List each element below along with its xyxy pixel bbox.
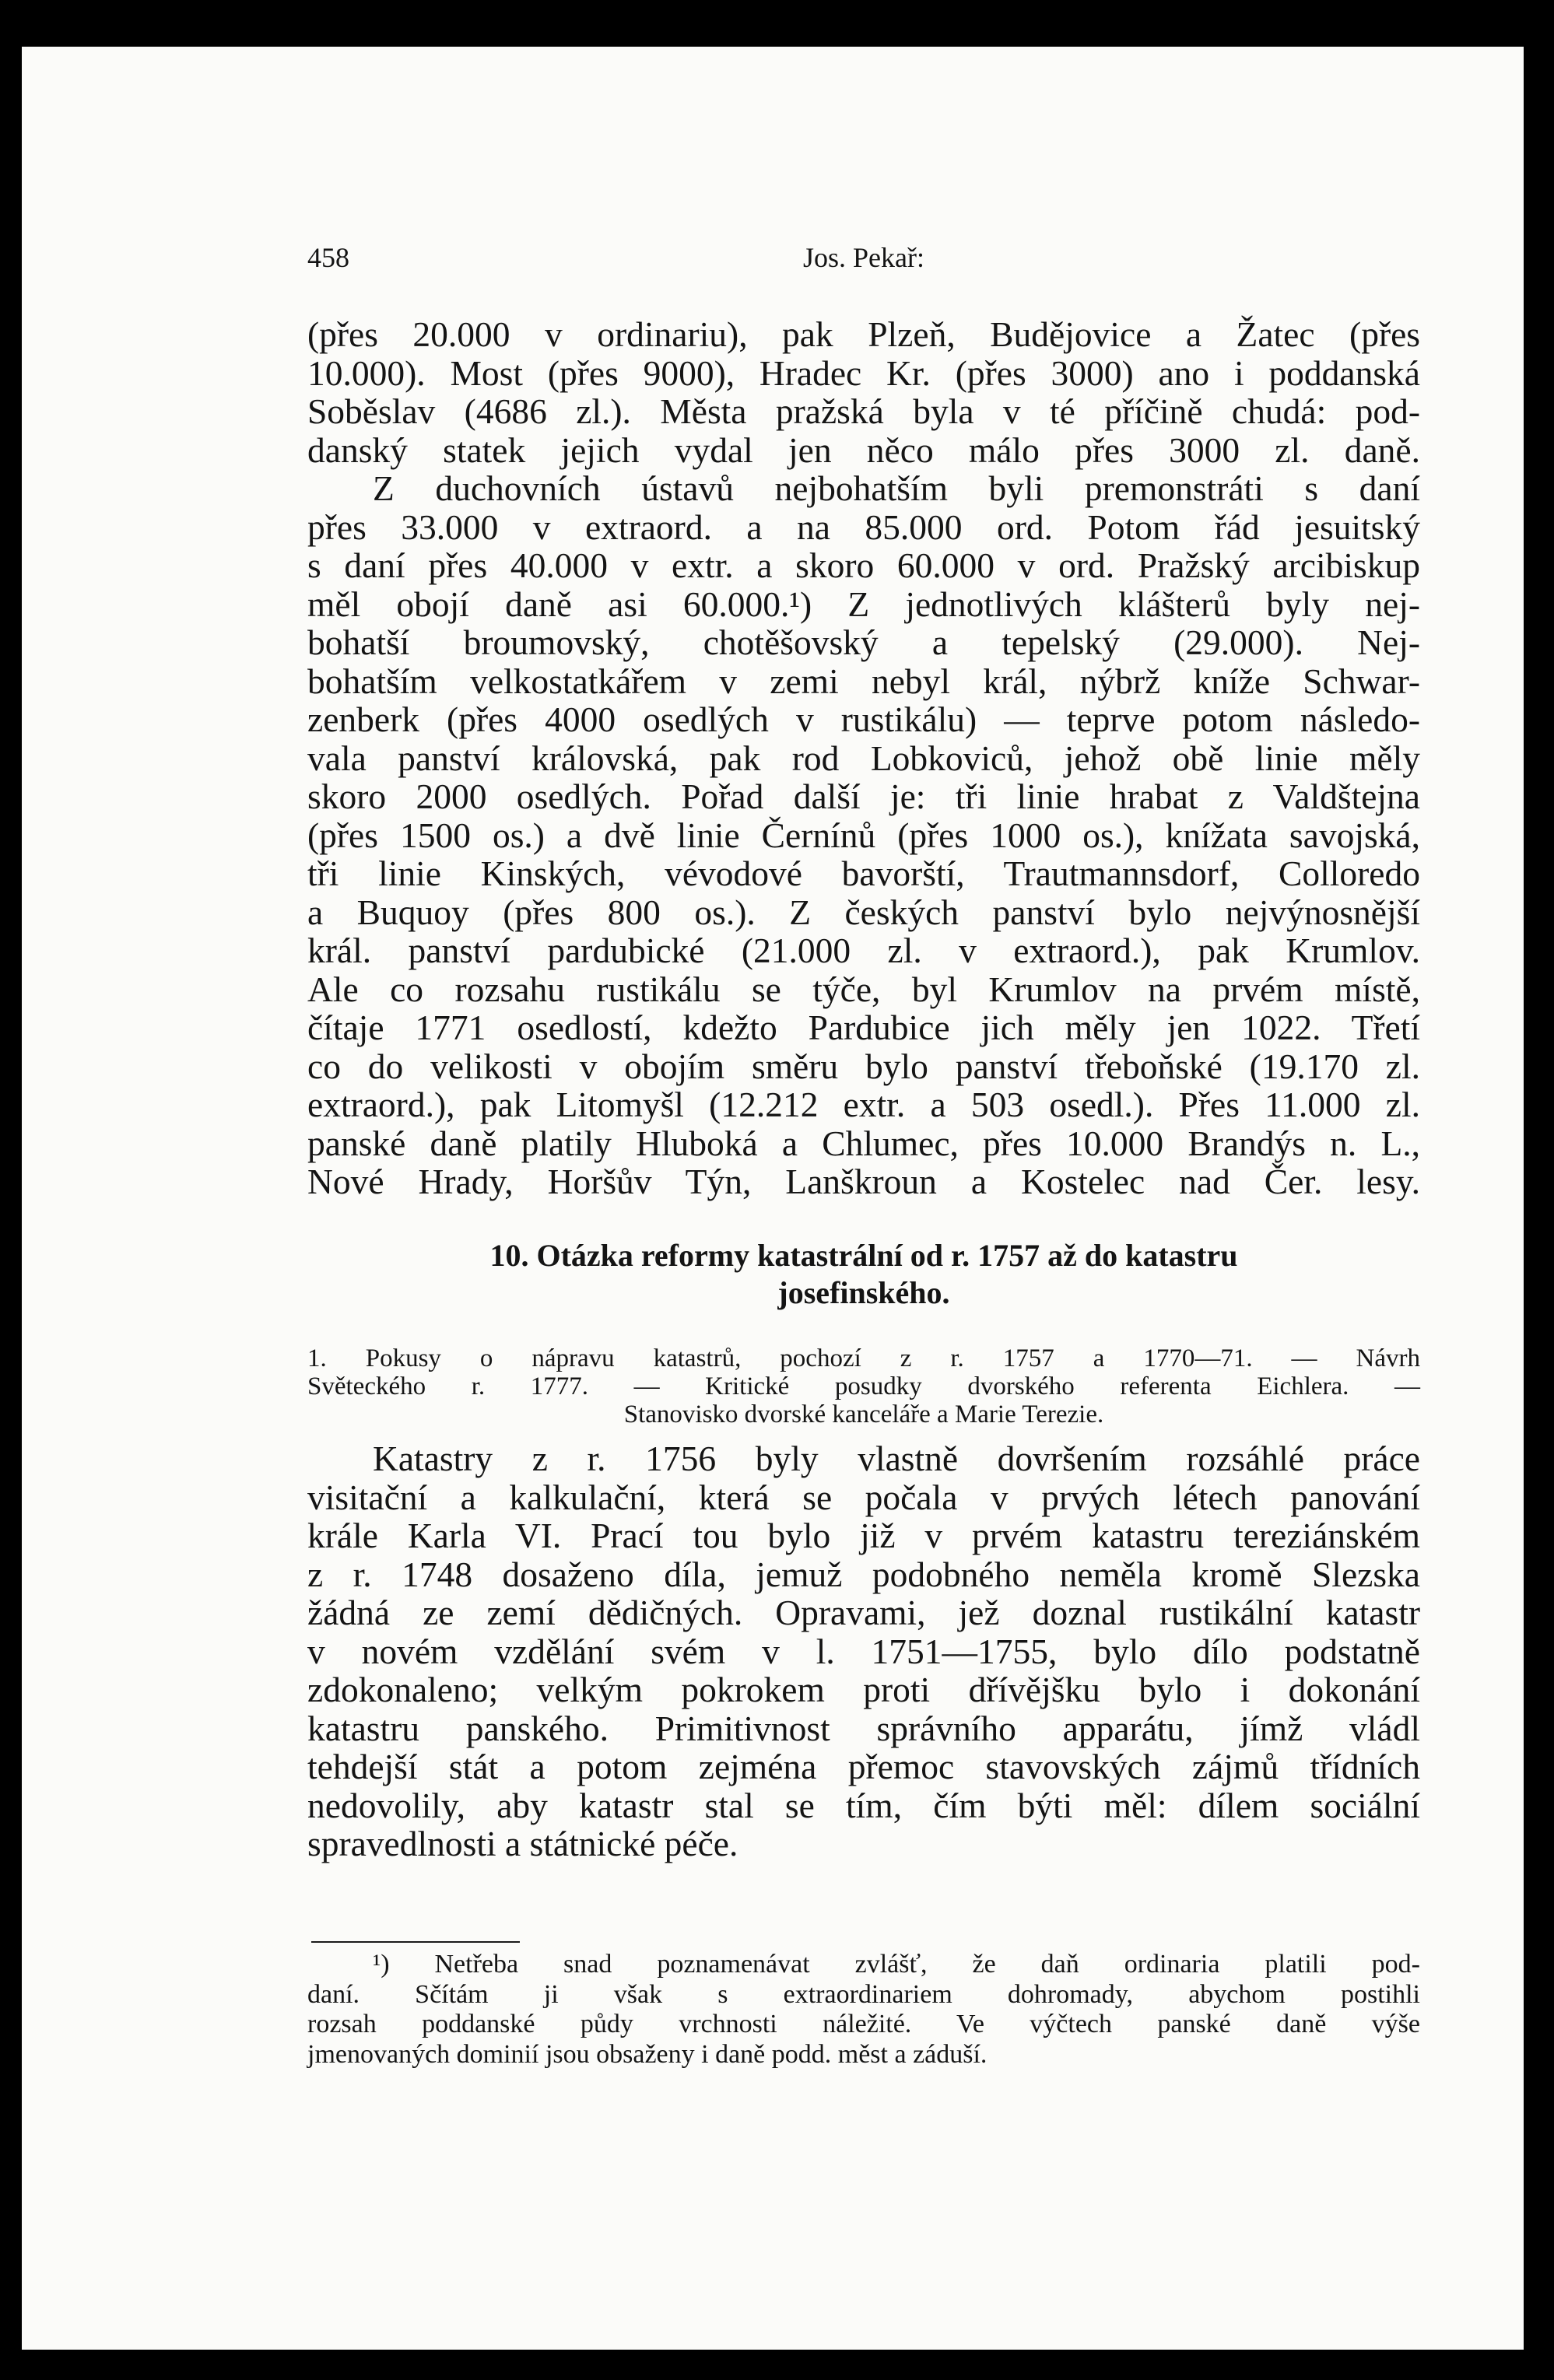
section-heading-line: josefinského.	[777, 1275, 950, 1310]
text-line: a Buquoy (přes 800 os.). Z českých panství bylo nejvýnosnější	[307, 892, 1420, 932]
footnote-divider	[311, 1941, 520, 1943]
text-line: Nové Hrady, Horšův Týn, Lanškroun a Kostelec nad Čer. lesy.	[307, 1162, 1420, 1201]
running-title: Jos. Pekař:	[803, 242, 924, 273]
text-line: z r. 1748 dosaženo díla, jemuž podobného neměla kromě Slezska	[307, 1554, 1420, 1594]
text-line: vala panství královská, pak rod Lobkoviců, jehož obě linie měly	[307, 738, 1420, 778]
text-line: skoro 2000 osedlých. Pořad další je: tři linie hrabat z Valdštejna	[307, 776, 1420, 816]
page-number: 458	[307, 242, 349, 273]
text-line: v novém vzdělání svém v l. 1751—1755, bylo dílo podstatně	[307, 1631, 1420, 1671]
text-line: (přes 20.000 v ordinariu), pak Plzeň, Budějovice a Žatec (přes	[307, 314, 1420, 354]
text-line: zdokonaleno; velkým pokrokem proti dřívějšku bylo i dokonání	[307, 1670, 1420, 1709]
text-line: čítaje 1771 osedlostí, kdežto Pardubice jich měly jen 1022. Třetí	[307, 1008, 1420, 1047]
text-line: bohatší broumovský, chotěšovský a tepelský (29.000). Nej-	[307, 622, 1420, 662]
text-line: panské daně platily Hluboká a Chlumec, přes 10.000 Brandýs n. L.,	[307, 1123, 1420, 1163]
section-heading-line: 10. Otázka reformy katastrální od r. 1757 až do katastru	[489, 1238, 1238, 1273]
text-line: žádná ze zemí dědičných. Opravami, jež doznal rustikální katastr	[307, 1593, 1420, 1632]
text-line: katastru panského. Primitivnost správního apparátu, jímž vládl	[307, 1708, 1420, 1748]
text-line: král. panství pardubické (21.000 zl. v extraord.), pak Krumlov.	[307, 931, 1420, 970]
footnote-line: daní. Sčítám ji však s extraordinariem dohromady, abychom postihli	[307, 1979, 1420, 2009]
text-line: krále Karla VI. Prací tou bylo již v prvém katastru tereziánském	[307, 1516, 1420, 1555]
text-line: přes 33.000 v extraord. a na 85.000 ord. Potom řád jesuitský	[307, 506, 1420, 547]
section-summary	[307, 1344, 1420, 1428]
text-line: měl obojí daně asi 60.000.¹) Z jednotlivých klášterů byly nej-	[307, 584, 1420, 624]
paragraph-2	[307, 1439, 1420, 1863]
text-line: nedovolily, aby katastr stal se tím, čím býti měl: dílem sociální	[307, 1785, 1420, 1825]
paragraph-1	[307, 315, 1420, 1201]
text-line: spravedlnosti a státnické péče.	[307, 1824, 738, 1863]
running-head	[307, 241, 1420, 288]
scanned-page	[22, 47, 1524, 2350]
text-line: Ale co rozsahu rustikálu se týče, byl Krumlov na prvém místě,	[307, 969, 1420, 1009]
footnote-line: jmenovaných dominií jsou obsaženy i daně podd. měst a záduší.	[307, 2039, 987, 2069]
text-line: Soběslav (4686 zl.). Města pražská byla v té příčině chudá: pod-	[307, 391, 1420, 431]
footnote	[307, 1950, 1420, 2070]
summary-line: Stanovisko dvorské kanceláře a Marie Terezie.	[623, 1400, 1104, 1428]
text-line: (přes 1500 os.) a dvě linie Černínů (přes 1000 os.), knížata savojská,	[307, 815, 1420, 855]
footnote-line: ¹) Netřeba snad poznamenávat zvlášť, že daň ordinaria platili pod-	[373, 1950, 1420, 1979]
text-line: zenberk (přes 4000 osedlých v rustikálu) — teprve potom následo-	[307, 699, 1420, 739]
text-line: visitační a kalkulační, která se počala v prvých létech panování	[307, 1477, 1420, 1517]
summary-line: Světeckého r. 1777. — Kritické posudky dvorského referenta Eichlera. —	[307, 1372, 1420, 1400]
summary-line: 1. Pokusy o nápravu katastrů, pochozí z r. 1757 a 1770—71. — Návrh	[307, 1344, 1420, 1372]
text-line: tehdejší stát a potom zejména přemoc stavovských zájmů třídních	[307, 1747, 1420, 1786]
text-line: danský statek jejich vydal jen něco málo přes 3000 zl. daně.	[307, 429, 1420, 470]
section-heading	[307, 1237, 1420, 1312]
text-line: Z duchovních ústavů nejbohatším byli premonstráti s daní	[373, 468, 1420, 508]
text-line: bohatším velkostatkářem v zemi nebyl král, nýbrž kníže Schwar-	[307, 661, 1420, 701]
text-line: extraord.), pak Litomyšl (12.212 extr. a 503 osedl.). Přes 11.000 zl.	[307, 1085, 1420, 1124]
text-line: tři linie Kinských, vévodové bavorští, Trautmannsdorf, Colloredo	[307, 854, 1420, 893]
footnote-line: rozsah poddanské půdy vrchnosti náležité. Ve výčtech panské daně výše	[307, 2010, 1420, 2038]
text-line: 10.000). Most (přes 9000), Hradec Kr. (přes 3000) ano i poddanská	[307, 352, 1420, 393]
text-line: s daní přes 40.000 v extr. a skoro 60.000 v ord. Pražský arcibiskup	[307, 545, 1420, 585]
text-line: Katastry z r. 1756 byly vlastně dovršením rozsáhlé práce	[373, 1439, 1420, 1478]
text-line: co do velikosti v obojím směru bylo panství třeboňské (19.170 zl.	[307, 1046, 1420, 1086]
